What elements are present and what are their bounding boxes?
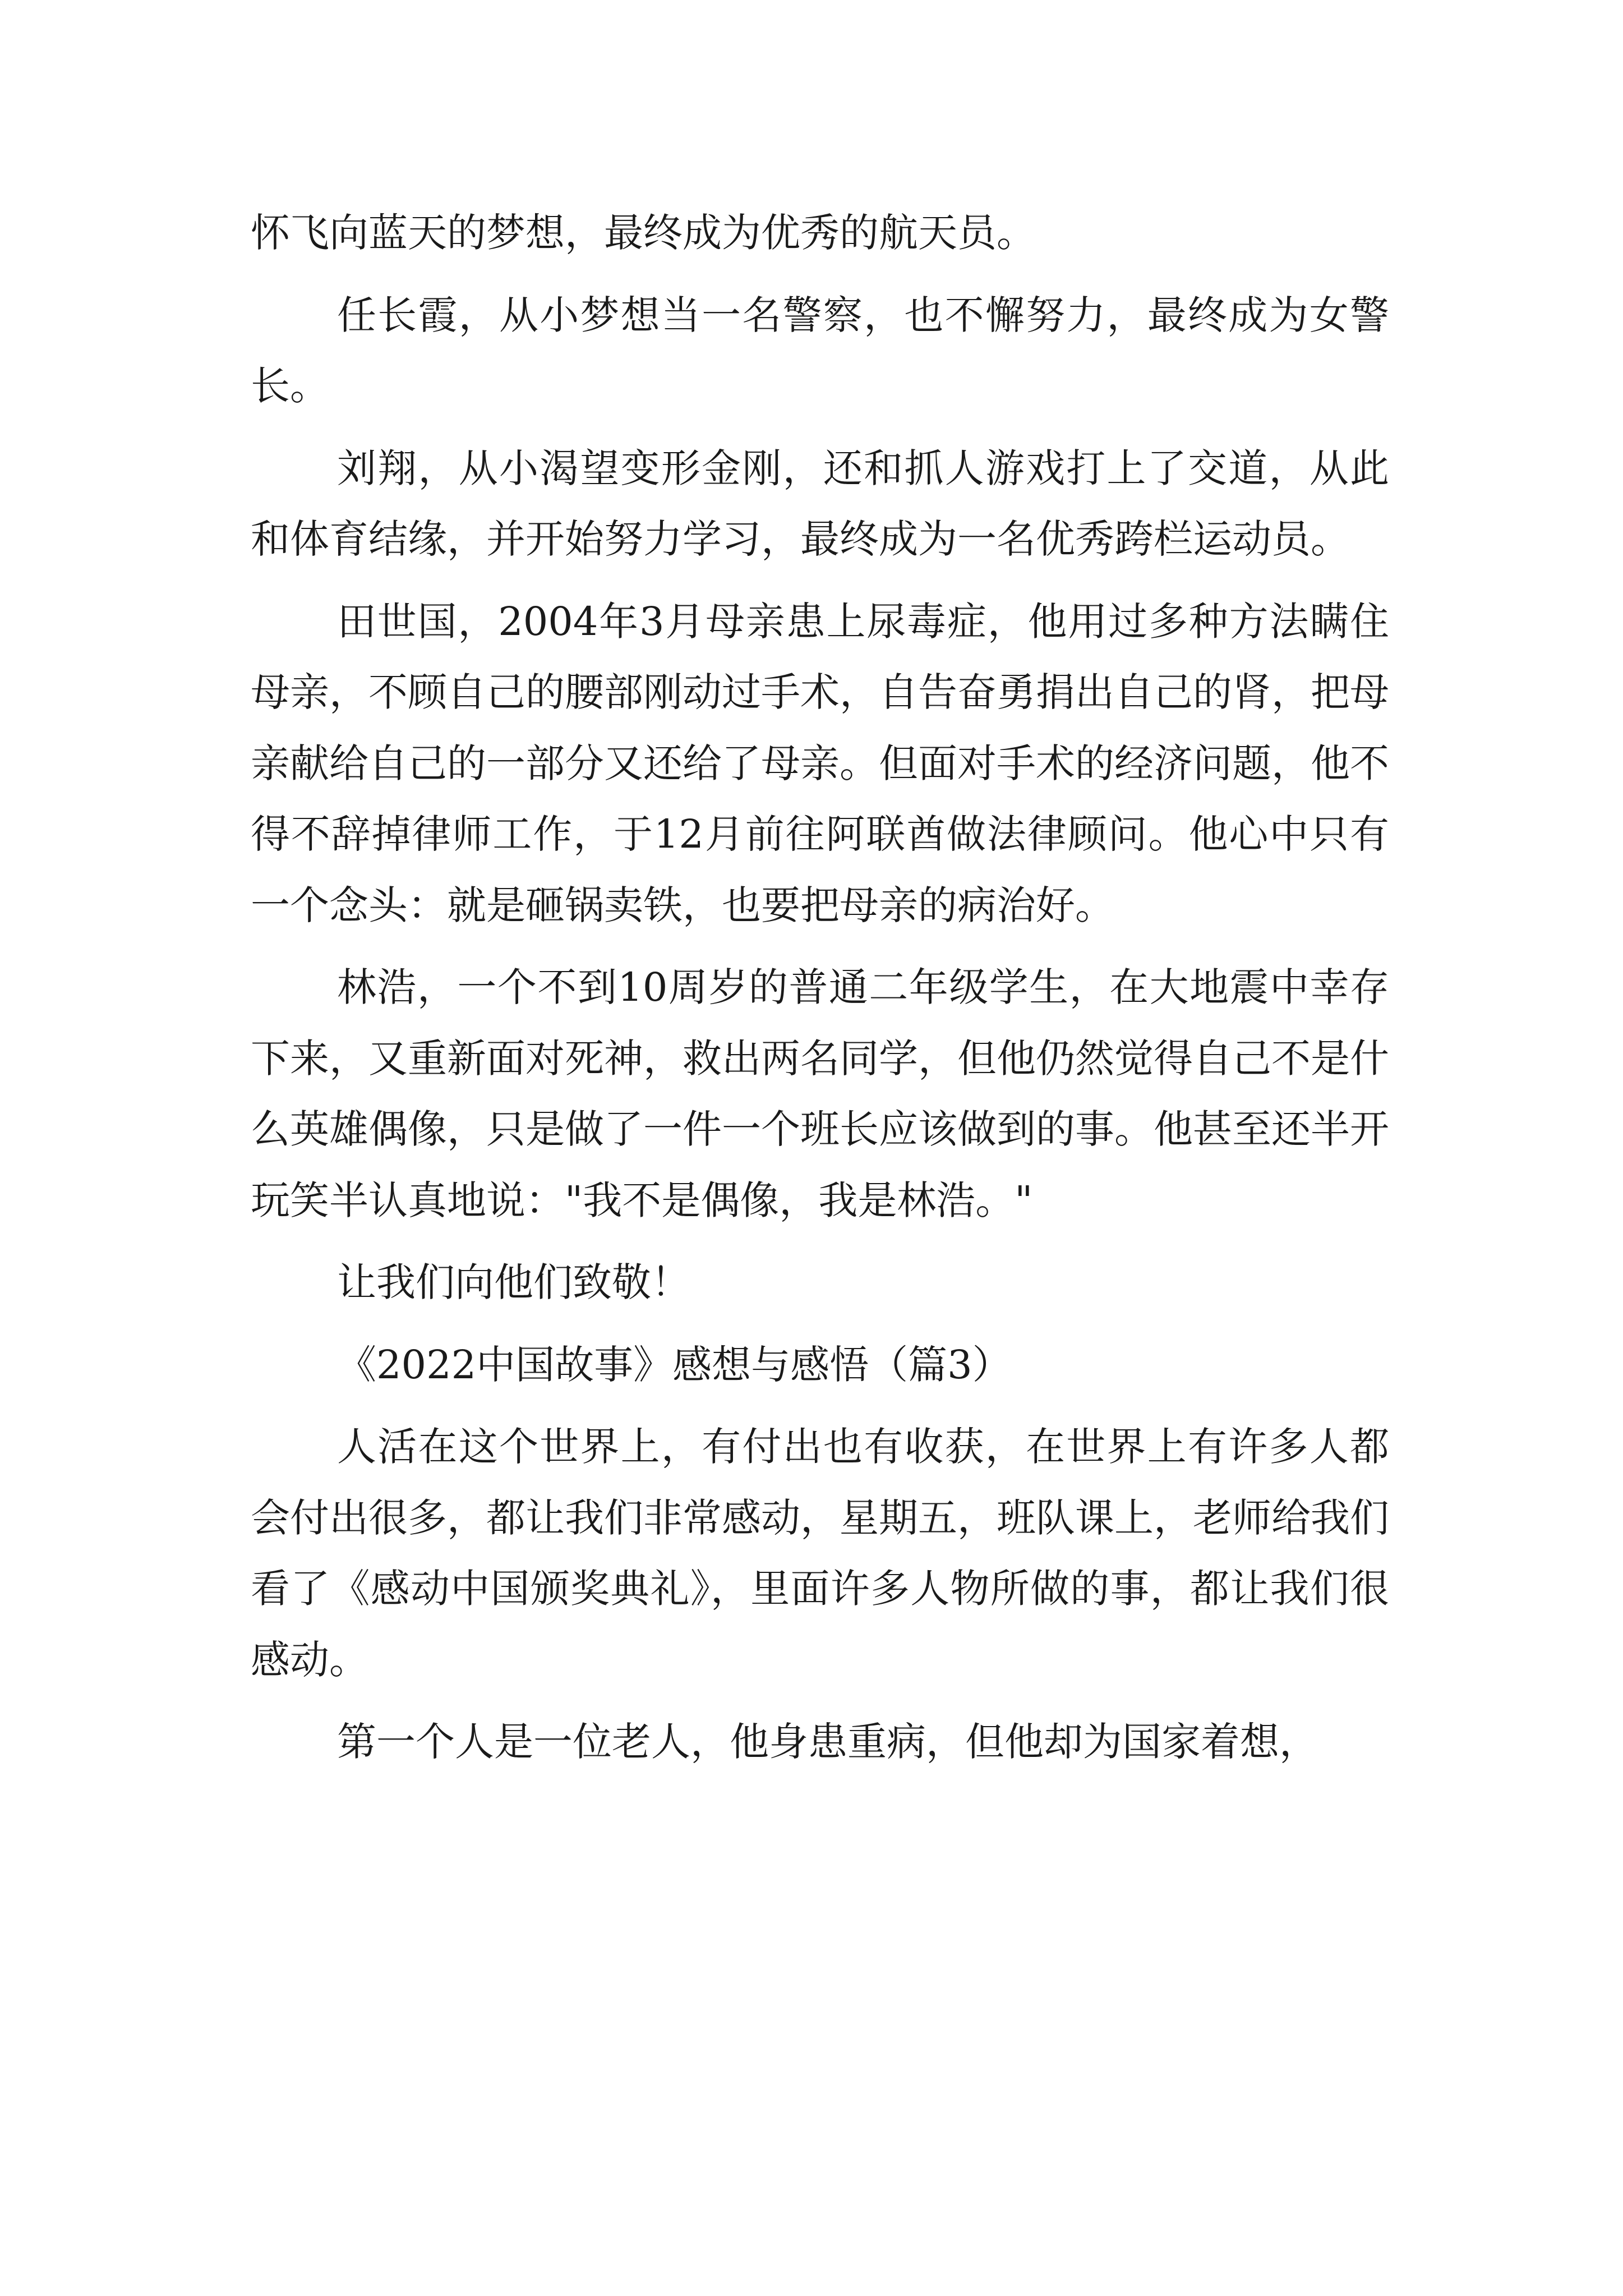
section-title: 《2022中国故事》感想与感悟（篇3）	[337, 1341, 1012, 1388]
paragraph-lin-hao: 林浩，一个不到10周岁的普通二年级学生，在大地震中幸存下来，又重新面对死神，救出两名同学，但他仍然觉得自己不是什么英雄偶像，只是做了一件一个班长应该做到的事。他甚至还半开玩笑半认真地说："我不是偶像，我是林浩。"	[251, 964, 1389, 1223]
document-body	[251, 197, 1389, 1778]
paragraph-liu-xiang: 刘翔，从小渴望变形金刚，还和抓人游戏打上了交道，从此和体育结缘，并开始努力学习，最终成为一名优秀跨栏运动员。	[251, 445, 1389, 562]
paragraph-tribute: 让我们向他们致敬！	[337, 1259, 690, 1305]
paragraph-continuation: 怀飞向蓝天的梦想，最终成为优秀的航天员。	[251, 210, 1036, 256]
paragraph-ren-changxia: 任长霞，从小梦想当一名警察，也不懈努力，最终成为女警长。	[251, 292, 1389, 409]
paragraph-first-person: 第一个人是一位老人，他身患重病，但他却为国家着想，	[337, 1719, 1318, 1765]
paragraph-intro: 人活在这个世界上，有付出也有收获，在世界上有许多人都会付出很多，都让我们非常感动，星期五，班队课上，老师给我们看了《感动中国颁奖典礼》，里面许多人物所做的事，都让我们很感动。	[251, 1424, 1389, 1683]
paragraph-tian-shiguo: 田世国，2004年3月母亲患上尿毒症，他用过多种方法瞒住母亲，不顾自己的腰部刚动过手术，自告奋勇捐出自己的肾，把母亲献给自己的一部分又还给了母亲。但面对手术的经济问题，他不得不辞掉律师工作，于12月前往阿联酋做法律顾问。他心中只有一个念头：就是砸锅卖铁，也要把母亲的病治好。	[251, 598, 1389, 928]
